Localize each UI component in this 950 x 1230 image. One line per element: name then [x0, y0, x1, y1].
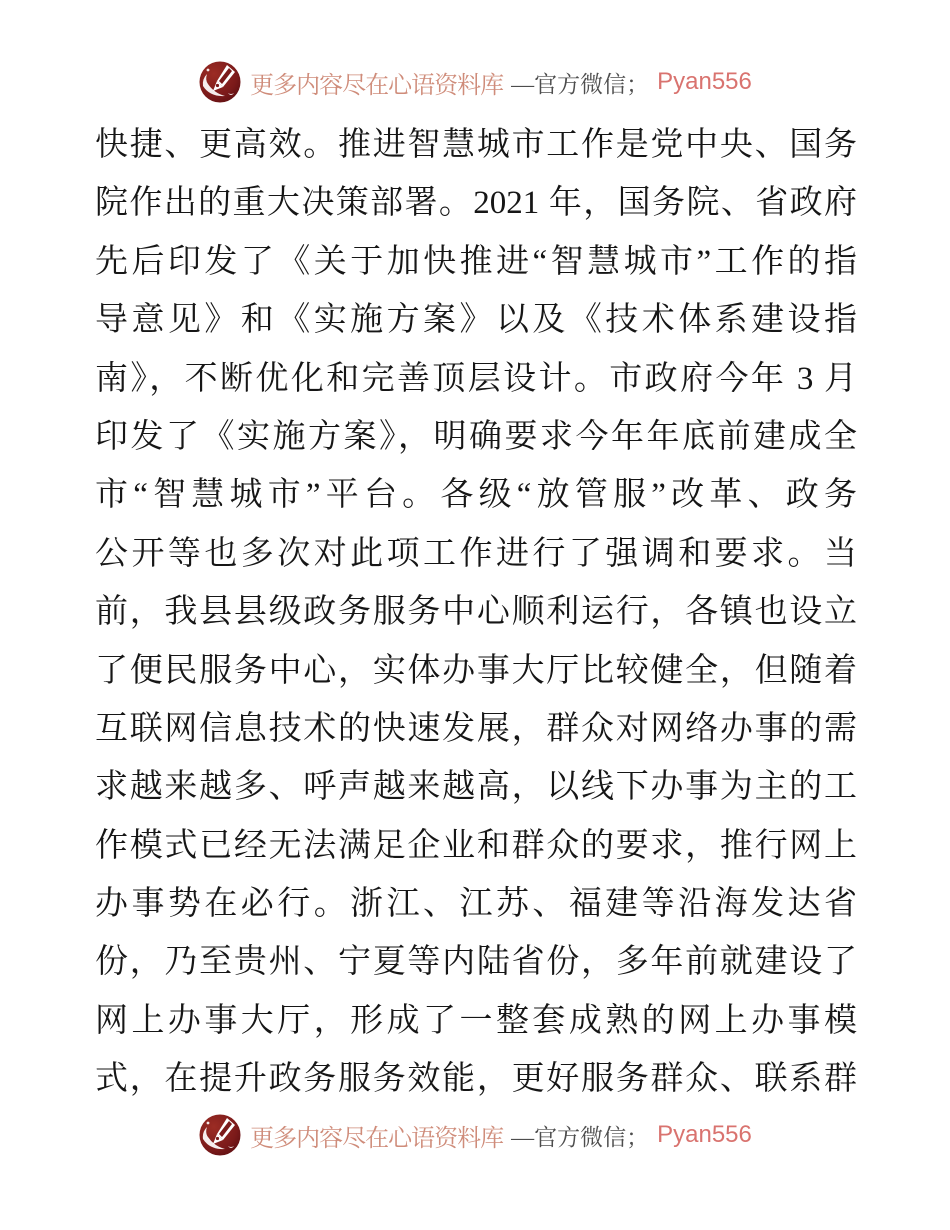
text-line: 印发了《实施方案》，明确要求今年年底前建成全	[95, 418, 857, 455]
official-wechat-label: —官方微信；	[511, 71, 650, 97]
footer-banner	[0, 1113, 950, 1157]
text-line: 快捷、更高效。推进智慧城市工作是党中央、国务	[95, 127, 857, 163]
text-line: 南》，不断优化和完善顶层设计。市政府今年 3 月	[95, 360, 857, 397]
text-line: 院作出的重大决策部署。2021 年，国务院、省政府	[95, 185, 857, 222]
text-line: 式，在提升政务服务效能，更好服务群众、联系群	[95, 1061, 857, 1098]
text-line: 作模式已经无法满足企业和群众的要求，推行网上	[95, 827, 857, 864]
text-line: 市“智慧城市”平台。各级“放管服”改革、政务	[95, 477, 857, 514]
brand-text: 更多内容尽在心语资料库	[250, 72, 504, 99]
official-wechat-label: —官方微信；	[511, 1124, 650, 1150]
text-line: 互联网信息技术的快速发展，群众对网络办事的需	[95, 710, 857, 747]
text-line: 公开等也多次对此项工作进行了强调和要求。当	[95, 535, 857, 572]
header-banner	[0, 60, 950, 104]
text-line: 办事势在必行。浙江、江苏、福建等沿海发达省	[95, 886, 857, 923]
text-line: 份，乃至贵州、宁夏等内陆省份，多年前就建设了	[95, 944, 857, 981]
wechat-id: Pyan556	[657, 68, 752, 95]
text-line: 导意见》和《实施方案》以及《技术体系建设指	[95, 302, 857, 339]
text-line: 网上办事大厅，形成了一整套成熟的网上办事模	[95, 1002, 857, 1039]
text-line: 先后印发了《关于加快推进“智慧城市”工作的指	[95, 243, 857, 280]
wechat-id: Pyan556	[657, 1121, 752, 1148]
text-line: 求越来越多、呼声越来越高，以线下办事为主的工	[95, 769, 857, 806]
brand-logo-icon	[198, 1113, 242, 1157]
brand-text: 更多内容尽在心语资料库	[250, 1125, 504, 1152]
document-body	[95, 116, 857, 1109]
brand-logo-icon	[198, 60, 242, 104]
text-line: 了便民服务中心，实体办事大厅比较健全，但随着	[95, 652, 857, 689]
text-line: 前，我县县级政务服务中心顺利运行，各镇也设立	[95, 594, 857, 631]
